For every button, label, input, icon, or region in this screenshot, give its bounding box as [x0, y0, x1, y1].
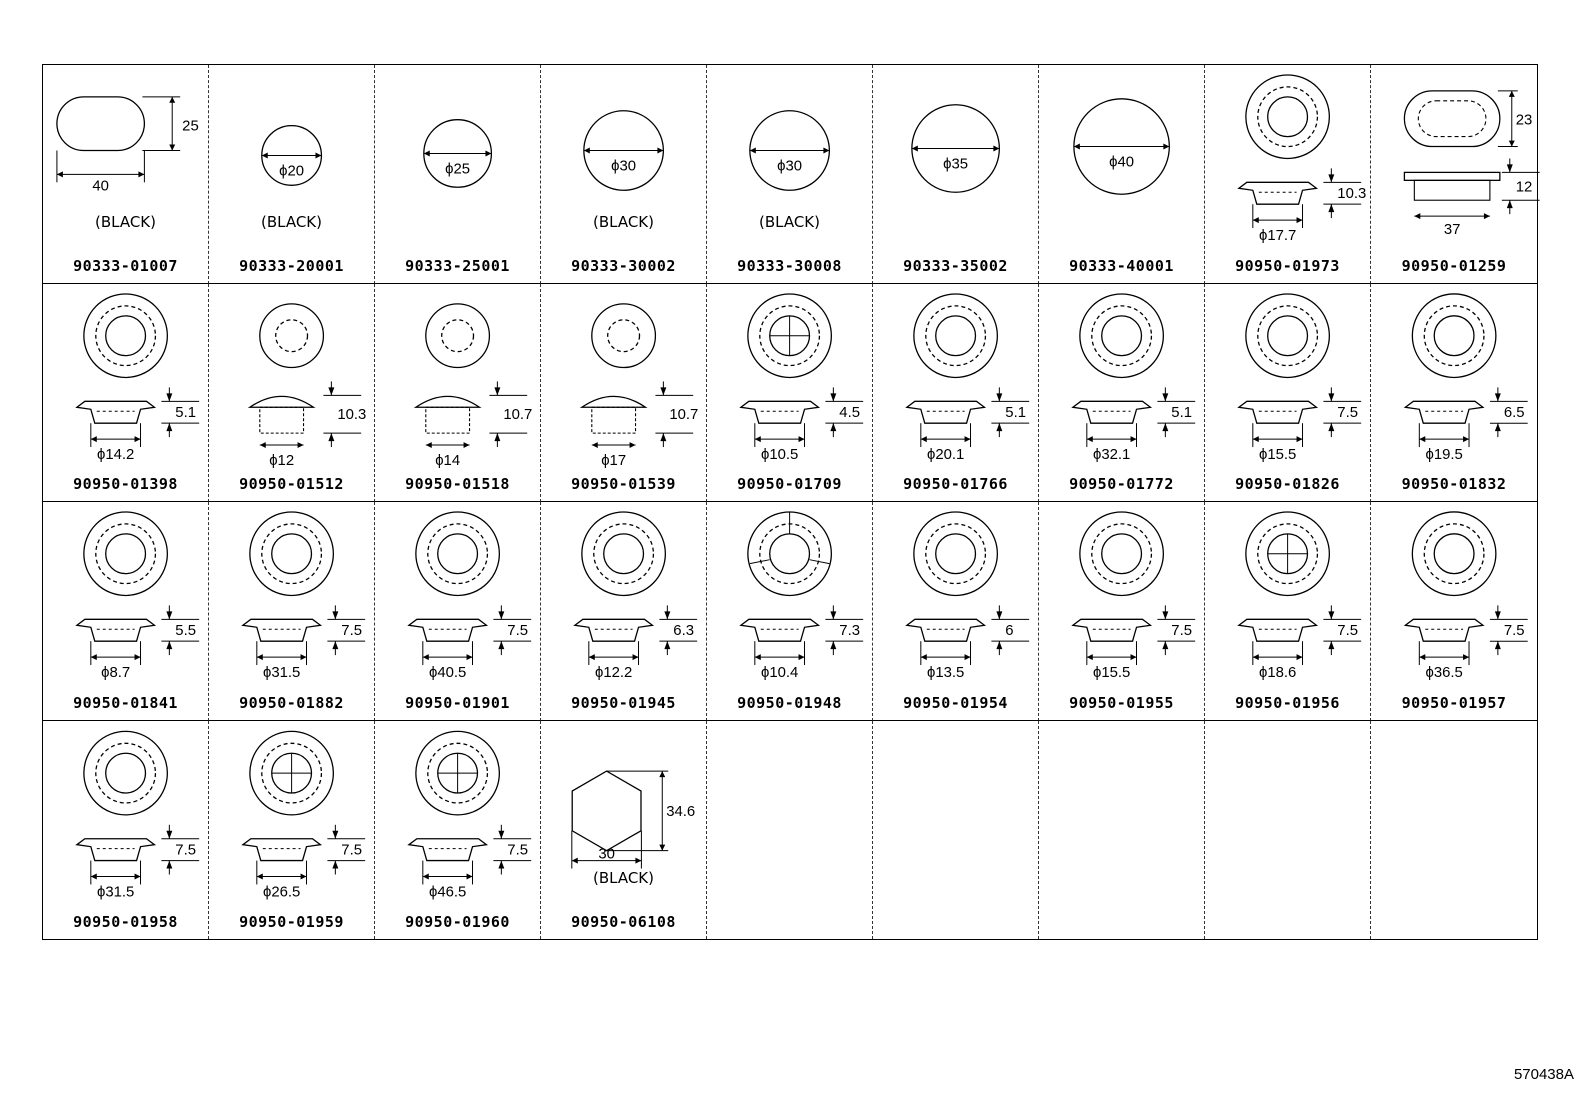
part-cell [375, 721, 541, 940]
part-number: 90950-01518 [405, 475, 510, 493]
empty-cell [1039, 721, 1205, 940]
parts-grid [42, 64, 1538, 940]
dim-height: 10.7 [503, 406, 533, 423]
grommet-side-view [77, 401, 155, 423]
grommet-side-view [243, 619, 321, 641]
grommet-hidden-edge [96, 305, 156, 365]
dim-diameter: ϕ32.1 [1093, 446, 1131, 463]
dim-height: 10.7 [669, 406, 699, 423]
dim-diameter: ϕ18.6 [1259, 664, 1297, 681]
dim-height: 7.5 [507, 623, 529, 640]
part-cell [375, 502, 541, 721]
part-number: 90950-01832 [1401, 475, 1507, 493]
part-number: 90950-01973 [1235, 256, 1340, 275]
part-drawing [541, 502, 706, 681]
part-drawing [873, 65, 1038, 239]
part-number: 90950-01539 [571, 475, 676, 493]
grommet-inner-hole [604, 534, 644, 574]
part-cell [1205, 65, 1371, 284]
dim-diameter: ϕ17 [601, 452, 627, 469]
part-cell [541, 721, 707, 940]
part-drawing [209, 284, 374, 469]
part-number: 90950-01841 [73, 693, 178, 712]
dim-height: 7.3 [839, 623, 861, 640]
dome-hidden-edge [276, 319, 308, 351]
dim-height: 7.5 [175, 842, 197, 859]
part-cell [1205, 284, 1371, 503]
part-cell [209, 65, 375, 284]
part-cell [707, 65, 873, 284]
part-number: 90950-01766 [903, 475, 1008, 493]
part-cell [1371, 284, 1537, 503]
grommet-inner-hole [770, 534, 810, 574]
dim-diameter: ϕ19.5 [1425, 446, 1463, 463]
empty-cell [873, 721, 1039, 940]
part-number: 90950-01826 [1235, 475, 1340, 493]
part-drawing [375, 65, 540, 239]
part-drawing [1039, 502, 1204, 681]
part-number: 90333-30002 [571, 256, 676, 275]
dim-diameter: ϕ46.5 [429, 883, 467, 900]
grommet-inner-hole [438, 534, 478, 574]
part-cell [43, 721, 209, 940]
part-cell [209, 721, 375, 940]
dim-height: 7.5 [1337, 623, 1359, 640]
grommet-inner-hole [1102, 315, 1142, 355]
dim-height: 10.3 [1337, 186, 1367, 203]
part-drawing [1205, 284, 1370, 463]
dim-diameter: ϕ20 [279, 163, 305, 180]
color-note: (BLACK) [592, 212, 654, 231]
dim-diameter: ϕ8.7 [101, 664, 131, 681]
dome-top-view [426, 303, 490, 367]
grommet-side-view [77, 619, 155, 641]
part-number: 90950-01957 [1401, 693, 1507, 712]
dim-diameter: ϕ36.5 [1425, 664, 1463, 681]
part-drawing [1039, 65, 1204, 239]
dim-height: 34.6 [666, 803, 696, 820]
dim-diameter: ϕ26.5 [263, 883, 301, 900]
part-cell [1205, 502, 1371, 721]
part-cell [209, 284, 375, 503]
part-cell [873, 65, 1039, 284]
part-drawing [541, 284, 706, 469]
part-drawing [1371, 502, 1537, 681]
part-cell [1039, 284, 1205, 503]
part-drawing [1039, 284, 1204, 463]
dim-diameter: ϕ12.2 [595, 664, 633, 681]
dim-height: 5.1 [175, 404, 197, 421]
grommet-side-view [1239, 401, 1317, 423]
grommet-side-view [1405, 401, 1483, 423]
color-note: (BLACK) [94, 212, 156, 231]
part-drawing [707, 284, 872, 463]
dome-shank [426, 407, 470, 433]
part-number: 90950-01960 [405, 913, 510, 931]
part-number: 90950-01259 [1401, 256, 1507, 275]
dim-diameter: ϕ15.5 [1259, 446, 1297, 463]
grommet-hidden-edge [96, 743, 156, 803]
part-number: 90950-01948 [737, 693, 842, 712]
part-cell [541, 65, 707, 284]
part-drawing [43, 721, 208, 900]
dim-diameter: ϕ30 [611, 158, 637, 175]
part-drawing [1205, 65, 1370, 244]
dim-diameter: ϕ17.7 [1259, 227, 1297, 244]
grommet-side-view [409, 619, 487, 641]
empty-cell [1371, 721, 1537, 940]
dim-height: 7.5 [341, 842, 363, 859]
part-number: 90950-01959 [239, 913, 344, 931]
color-note: (BLACK) [260, 212, 322, 231]
grommet-hidden-edge [428, 524, 488, 584]
dim-diameter: ϕ30 [777, 158, 803, 175]
grommet-hidden-edge [96, 524, 156, 584]
dome-cap [416, 396, 480, 407]
part-cell [873, 502, 1039, 721]
part-number: 90333-30008 [737, 256, 842, 275]
oval-plug-top-view [57, 97, 144, 151]
grommet-inner-hole [106, 753, 146, 793]
grommet-inner-hole [936, 315, 976, 355]
part-number: 90950-01901 [405, 693, 510, 712]
part-drawing [209, 502, 374, 681]
grommet-hidden-edge [1258, 305, 1318, 365]
dim-diameter: ϕ10.4 [761, 664, 799, 681]
part-number: 90950-01398 [73, 475, 178, 493]
grommet-inner-hole [106, 534, 146, 574]
dim-height: 12 [1515, 179, 1533, 196]
part-drawing [707, 502, 872, 681]
part-number: 90950-01772 [1069, 475, 1174, 493]
part-drawing [873, 284, 1038, 463]
dome-top-view [592, 303, 656, 367]
grommet-side-view [575, 619, 653, 641]
part-cell [541, 284, 707, 503]
part-cell [43, 65, 209, 284]
grommet-side-view [1073, 401, 1151, 423]
part-cell [43, 284, 209, 503]
part-drawing [1371, 284, 1537, 463]
part-number: 90950-01512 [239, 475, 344, 493]
part-cell [375, 284, 541, 503]
grommet-side-view [741, 619, 819, 641]
grommet-hidden-edge [926, 305, 986, 365]
grommet-side-view [741, 401, 819, 423]
grommet-inner-hole [1434, 315, 1474, 355]
part-number: 90950-06108 [571, 913, 676, 931]
part-cell [43, 502, 209, 721]
grommet-hidden-edge [1092, 524, 1152, 584]
dome-hidden-edge [608, 319, 640, 351]
grommet-inner-hole [1268, 315, 1308, 355]
dome-shank [260, 407, 304, 433]
dim-diameter: ϕ25 [445, 161, 471, 178]
empty-cell [707, 721, 873, 940]
grommet-side-view [77, 838, 155, 860]
dim-height: 10.3 [337, 406, 367, 423]
dim-diameter: ϕ14 [435, 452, 461, 469]
dim-diameter: ϕ40 [1109, 154, 1135, 171]
dim-width: 37 [1443, 222, 1461, 239]
grommet-inner-hole [1268, 97, 1308, 137]
part-drawing [375, 721, 540, 900]
part-number: 90950-01954 [903, 693, 1008, 712]
grommet-inner-hole [936, 534, 976, 574]
slot-rib [750, 560, 770, 564]
color-note: (BLACK) [758, 212, 820, 231]
grommet-side-view [1239, 182, 1317, 204]
grommet-side-view [409, 838, 487, 860]
slot-rib [809, 560, 829, 564]
dim-diameter: ϕ14.2 [97, 446, 135, 463]
part-drawing [375, 284, 540, 469]
part-number: 90950-01709 [737, 475, 842, 493]
dim-diameter: ϕ20.1 [927, 446, 965, 463]
dim-diameter: ϕ10.5 [761, 446, 799, 463]
part-cell [1371, 65, 1537, 284]
grommet-side-view [907, 619, 985, 641]
dim-height: 7.5 [507, 842, 529, 859]
part-number: 90950-01882 [239, 693, 344, 712]
dim-diameter: ϕ40.5 [429, 664, 467, 681]
grommet-side-view [1073, 619, 1151, 641]
dim-height: 7.5 [1503, 623, 1525, 640]
dome-hidden-edge [442, 319, 474, 351]
grommet-hidden-edge [1424, 524, 1484, 584]
dome-top-view [260, 303, 324, 367]
grommet-hidden-edge [1092, 305, 1152, 365]
part-number: 90333-35002 [903, 256, 1008, 275]
grommet-hidden-edge [594, 524, 654, 584]
dim-height: 25 [182, 118, 199, 135]
part-number: 90333-25001 [405, 256, 510, 275]
dim-height: 6 [1005, 623, 1014, 640]
dim-diameter: ϕ31.5 [263, 664, 301, 681]
dim-height: 4.5 [839, 404, 861, 421]
part-cell [541, 502, 707, 721]
part-drawing [43, 284, 208, 463]
grommet-hidden-edge [262, 524, 322, 584]
part-drawing [873, 502, 1038, 681]
dome-cap [250, 396, 314, 407]
color-note: (BLACK) [592, 869, 654, 887]
part-cell [873, 284, 1039, 503]
dim-diameter: ϕ13.5 [927, 664, 965, 681]
dim-diameter: ϕ35 [943, 156, 969, 173]
dim-height: 6.3 [673, 623, 695, 640]
dim-height: 23 [1515, 112, 1533, 129]
part-number: 90333-20001 [239, 256, 344, 275]
dim-diameter: ϕ15.5 [1093, 664, 1131, 681]
part-drawing [43, 502, 208, 681]
oval-grommet-body [1414, 180, 1490, 200]
grommet-inner-hole [106, 315, 146, 355]
oval-grommet-inner [1418, 101, 1486, 137]
part-cell [209, 502, 375, 721]
part-number: 90950-01958 [73, 913, 178, 931]
dim-height: 5.1 [1005, 404, 1027, 421]
dim-diameter: ϕ31.5 [97, 883, 135, 900]
part-drawing [1371, 65, 1537, 239]
dim-height: 5.5 [175, 623, 197, 640]
grommet-inner-hole [1102, 534, 1142, 574]
dim-height: 6.5 [1503, 404, 1525, 421]
part-drawing [209, 721, 374, 900]
grommet-side-view [1405, 619, 1483, 641]
part-number: 90950-01945 [571, 693, 676, 712]
part-drawing [375, 502, 540, 681]
grommet-hidden-edge [1258, 87, 1318, 147]
grommet-hidden-edge [1424, 305, 1484, 365]
part-drawing [1205, 502, 1370, 681]
grommet-side-view [1239, 619, 1317, 641]
part-number: 90333-40001 [1069, 256, 1174, 275]
grommet-hidden-edge [926, 524, 986, 584]
dim-height: 7.5 [1337, 404, 1359, 421]
dim-width: 30 [598, 846, 615, 863]
dome-cap [582, 396, 646, 407]
dome-shank [592, 407, 636, 433]
dim-width: 40 [92, 178, 109, 195]
dim-height: 7.5 [1171, 623, 1193, 640]
part-number: 90333-01007 [73, 256, 178, 275]
empty-cell [1205, 721, 1371, 940]
part-cell [707, 502, 873, 721]
part-cell [707, 284, 873, 503]
part-cell [1039, 65, 1205, 284]
part-number: 90950-01956 [1235, 693, 1340, 712]
part-cell [1039, 502, 1205, 721]
hex-plug-top-view [572, 771, 641, 851]
oval-grommet-side [1404, 172, 1499, 180]
part-cell [1371, 502, 1537, 721]
grommet-inner-hole [272, 534, 312, 574]
dim-diameter: ϕ12 [269, 452, 295, 469]
grommet-side-view [907, 401, 985, 423]
grommet-side-view [243, 838, 321, 860]
part-number: 90950-01955 [1069, 693, 1174, 712]
figure-id: 570438A [1513, 1066, 1574, 1083]
dim-height: 7.5 [341, 623, 363, 640]
grommet-inner-hole [1434, 534, 1474, 574]
dim-height: 5.1 [1171, 404, 1193, 421]
part-cell [375, 65, 541, 284]
